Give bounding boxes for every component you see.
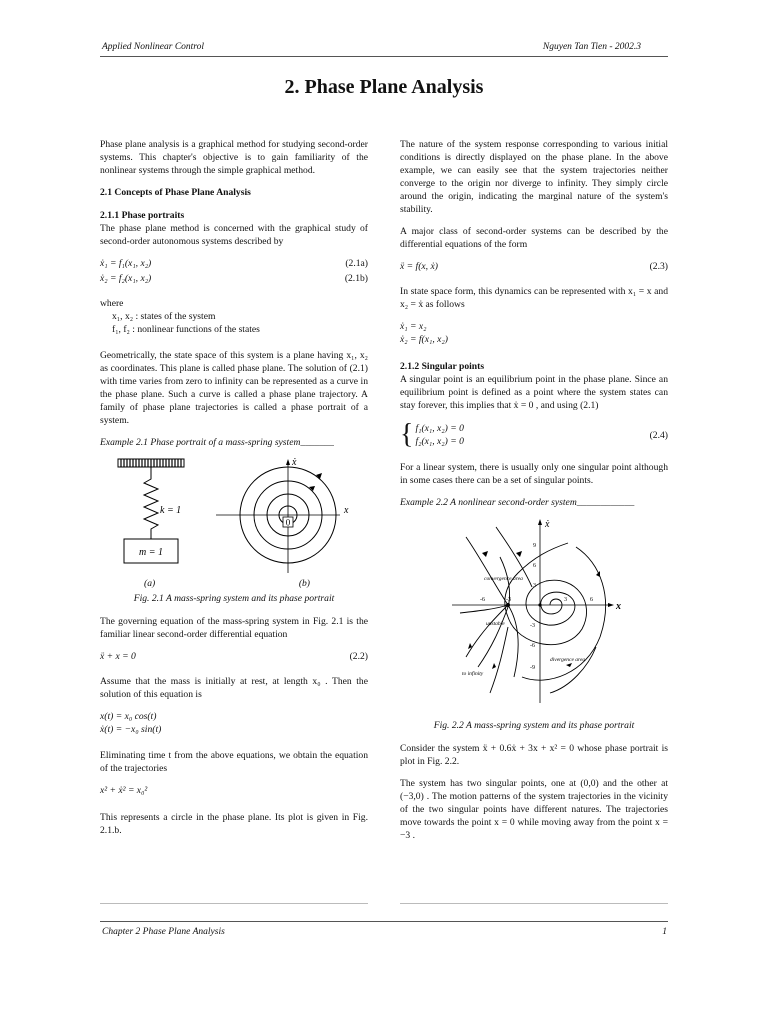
state-equation-1: ẋ₁ = x₂ [400, 321, 427, 332]
equation-2-4-number: (2.4) [649, 429, 668, 441]
y-tick-label: 9 [533, 543, 536, 549]
system-response-paragraph: The nature of the system response corresponding to various initial conditions is directly displayed on the phase plane. In the above example, we can easily see that the system trajectories neither converge to the origin nor diverge to infinity. They simply circle around the origin, indicating the marginal nature of the system's stability. [400, 139, 668, 215]
where-states: x₁, x₂ : states of the system [112, 311, 216, 322]
axis-arrow-icon [608, 603, 614, 607]
solution-position: x(t) = x₀ cos(t) [100, 711, 157, 722]
chapter-title: 2. Phase Plane Analysis [284, 76, 484, 98]
equation-2-2: ẍ + x = 0 (2.2) [100, 651, 368, 662]
unstable-label: unstable [486, 621, 505, 627]
spring-constant-label: k = 1 [160, 505, 182, 516]
equation-2-1a: ẋ₁ = f₁(x₁, x₂) (2.1a) [100, 258, 368, 269]
xdot-axis-label: ẋ [292, 457, 297, 468]
axis-arrow-icon [286, 459, 290, 465]
spring [144, 467, 158, 539]
right-column-rule [400, 903, 668, 904]
figure-2-1-caption: Fig. 2.1 A mass-spring system and its phase portrait [133, 593, 335, 604]
running-header-author: Nguyen Tan Tien - 2002.3 [542, 42, 641, 52]
x-axis-label: x [344, 505, 349, 516]
eliminate-time-paragraph: Eliminating time t from the above equations, we obtain the equation of the trajectories [100, 750, 368, 774]
running-header-title: Applied Nonlinear Control [102, 42, 205, 52]
trajectory-equation: x² + ẋ² = x₀² [100, 785, 148, 796]
figure-2-2 [400, 517, 668, 717]
example-2-2-heading: Example 2.2 A nonlinear second-order system____________ [400, 497, 635, 508]
figure-2-1 [100, 457, 368, 577]
intro-paragraph: Phase plane analysis is a graphical method for studying second-order systems. This chapter's objective is to gain familiarity of the nonlinear systems through the simple graphical method. [100, 139, 368, 176]
equation-2-3: ẍ = f(x, ẋ) (2.3) [400, 261, 668, 272]
right-column [400, 138, 668, 851]
subsection-heading-2-1-2: 2.1.2 Singular points [400, 361, 485, 372]
subfigure-a-label: (a) [144, 578, 156, 589]
wall-hatching [121, 459, 181, 467]
linear-system-paragraph: For a linear system, there is usually only one singular point although in some cases there can be a set of singular points. [400, 462, 668, 486]
governing-equation-paragraph: The governing equation of the mass-spring system in Fig. 2.1 is the familiar linear second-order differential equation [100, 616, 368, 640]
divergence-area-label: divergence area [550, 657, 586, 663]
y-tick-label: -9 [530, 665, 535, 671]
state-equation-2: ẋ₂ = f(x₁, x₂) [400, 334, 448, 345]
phase-portraits-paragraph: The phase plane method is concerned with the graphical study of second-order autonomous systems described by [100, 223, 368, 247]
xdot-axis-label: ẋ [545, 519, 550, 530]
axis-arrow-icon [538, 519, 542, 525]
running-footer-chapter: Chapter 2 Phase Plane Analysis [102, 927, 225, 937]
left-column [100, 138, 368, 846]
mass-label: m = 1 [139, 547, 163, 558]
x-tick-label: -3 [506, 597, 511, 603]
initial-condition-paragraph: Assume that the mass is initially at rest, at length x₀ . Then the solution of this equation is [100, 676, 368, 700]
x-tick-label: 6 [590, 597, 593, 603]
equation-2-4-line-1: f₁(x₁, x₂) = 0 [415, 423, 464, 434]
figure-2-2-caption: Fig. 2.2 A mass-spring system and its phase portrait [433, 720, 635, 731]
header-rule [100, 56, 668, 57]
two-singular-points-paragraph: The system has two singular points, one at (0,0) and the other at (−3,0) . The motion patterns of the system trajectories in the vicinity of the two singular points have different natures. The trajectories move towards the point x = 0 while moving away from the point x = −3 . [400, 778, 668, 841]
consider-system-paragraph: Consider the system ẍ + 0.6ẋ + 3x + x² = 0 whose phase portrait is plot in Fig. 2.2. [400, 743, 668, 767]
brace-icon: { [400, 419, 414, 450]
subsection-heading-2-1-1: 2.1.1 Phase portraits [100, 210, 185, 221]
trajectory-arrow-icon [566, 663, 572, 667]
y-tick-label: -6 [530, 643, 535, 649]
major-class-paragraph: A major class of second-order systems can be described by the differential equations of the form [400, 226, 668, 250]
y-tick-label: 3 [533, 583, 536, 589]
footer-rule [100, 921, 668, 922]
section-heading-2-1: 2.1 Concepts of Phase Plane Analysis [100, 187, 251, 198]
equation-2-4 [400, 421, 668, 449]
to-infinity-label: to infinity [462, 671, 484, 677]
x-tick-label: 3 [564, 597, 567, 603]
focus-point [538, 603, 541, 606]
circle-paragraph: This represents a circle in the phase plane. Its plot is given in Fig. 2.1.b. [100, 812, 368, 836]
phase-plane-paragraph: Geometrically, the state space of this system is a plane having x₁, x₂ as coordinates. This plane is called phase plane. The solution of (2.1) with time varies from zero to infinity can be represented as a curve in the phase plane. Such a curve is called a phase plane trajectory. A family of phase plane trajectories is called a phase portrait of a system. [100, 350, 368, 426]
trajectory-arrow-icon [516, 551, 522, 557]
trajectory-arrow-icon [482, 551, 488, 557]
figure-2-1-sublabels [144, 577, 310, 590]
equation-2-1b: ẋ₂ = f₂(x₁, x₂) (2.1b) [100, 273, 368, 284]
singular-point-paragraph: A singular point is an equilibrium point in the phase plane. Since an equilibrium point is defined as a point where the system states can stay forever, this implies that ẋ = 0 , and using (2.1) [400, 374, 668, 411]
left-column-rule [100, 903, 368, 904]
y-tick-label: 6 [533, 563, 536, 569]
x-tick-label: -6 [480, 597, 485, 603]
subfigure-b-label: (b) [298, 578, 310, 589]
where-label: where [100, 298, 124, 309]
solution-velocity: ẋ(t) = −x₀ sin(t) [100, 724, 162, 735]
x-axis-label: x [616, 601, 621, 612]
origin-label: 0 [285, 517, 291, 528]
equation-2-4-line-2: f₂(x₁, x₂) = 0 [415, 436, 464, 447]
convergence-area-label: convergence area [484, 576, 523, 582]
y-tick-label: -3 [530, 623, 535, 629]
trajectory-arrow-icon [492, 663, 496, 669]
saddle-point [506, 603, 510, 607]
page-number: 1 [662, 927, 667, 937]
example-2-1-heading: Example 2.1 Phase portrait of a mass-spring system_______ [100, 437, 334, 448]
state-space-paragraph: In state space form, this dynamics can be represented with x₁ = x and x₂ = ẋ as follows [400, 286, 668, 310]
where-functions: f₁, f₂ : nonlinear functions of the states [112, 324, 260, 335]
